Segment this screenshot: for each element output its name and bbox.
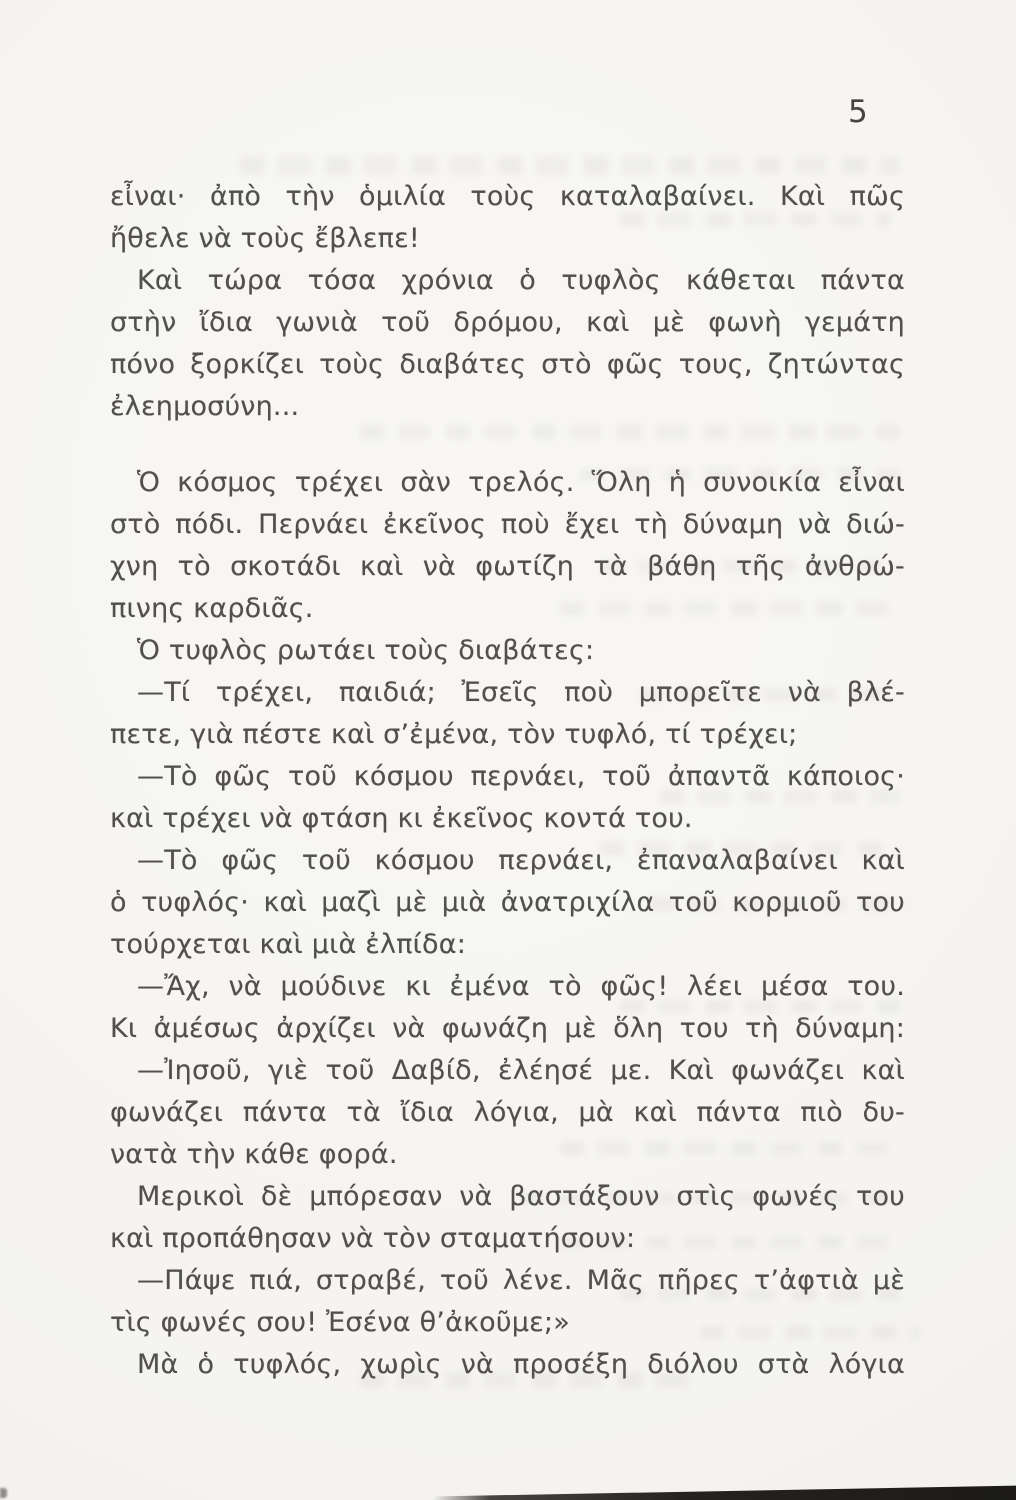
page-number: 5: [848, 94, 869, 130]
text-line: —Τί τρέχει, παιδιά; Ἐσεῖς ποὺ μπορεῖτε νὰ βλέ-: [137, 677, 905, 708]
text-line: —Πάψε πιά, στραβέ, τοῦ λένε. Μᾶς πῆρες τ’ἀφτιὰ μὲ: [137, 1265, 905, 1296]
text-line: στὴν ἴδια γωνιὰ τοῦ δρόμου, καὶ μὲ φωνὴ γεμάτη: [110, 307, 905, 338]
text-line: πόνο ξορκίζει τοὺς διαβάτες στὸ φῶς τους, ζητώντας: [110, 349, 905, 380]
text-line: ἐλεημοσύνη...: [110, 391, 300, 422]
text-line: ἤθελε νὰ τοὺς ἔβλεπε!: [110, 223, 420, 254]
scan-corner-speck: [0, 1488, 7, 1498]
text-line: τὶς φωνές σου! Ἐσένα θ’ἀκοῦμε;»: [110, 1307, 570, 1338]
body-text: [110, 176, 905, 1386]
bleedthrough-smudge: [240, 157, 900, 174]
text-line: —Ἰησοῦ, γιὲ τοῦ Δαβίδ, ἐλέησέ με. Καὶ φωνάζει καὶ: [137, 1055, 905, 1086]
text-line: —Τὸ φῶς τοῦ κόσμου περνάει, τοῦ ἀπαντᾶ κάποιος·: [137, 761, 905, 792]
text-line: —Τὸ φῶς τοῦ κόσμου περνάει, ἐπαναλαβαίνει καὶ: [137, 845, 905, 876]
text-line: καὶ τρέχει νὰ φτάση κι ἐκεῖνος κοντά του.: [110, 803, 693, 834]
text-line: πινης καρδιᾶς.: [110, 593, 314, 624]
text-line: στὸ πόδι. Περνάει ἐκεῖνος ποὺ ἔχει τὴ δύναμη νὰ διώ-: [110, 509, 905, 540]
text-line: πετε, γιὰ πέστε καὶ σ’ἐμένα, τὸν τυφλό, τί τρέχει;: [110, 719, 798, 750]
text-line: χνη τὸ σκοτάδι καὶ νὰ φωτίζη τὰ βάθη τῆς ἀνθρώ-: [110, 551, 905, 582]
text-line: ὁ τυφλός· καὶ μαζὶ μὲ μιὰ ἀνατριχίλα τοῦ κορμιοῦ του: [110, 887, 905, 918]
scan-edge-shadow: [432, 1484, 1016, 1500]
text-line: νατὰ τὴν κάθε φορά.: [110, 1139, 398, 1170]
text-line: καὶ προπάθησαν νὰ τὸν σταματήσουν:: [110, 1223, 636, 1254]
text-line: φωνάζει πάντα τὰ ἴδια λόγια, μὰ καὶ πάντα πιὸ δυ-: [110, 1097, 905, 1128]
text-line: εἶναι· ἀπὸ τὴν ὁμιλία τοὺς καταλαβαίνει. Καὶ πῶς: [110, 181, 905, 212]
text-line: Μερικοὶ δὲ μπόρεσαν νὰ βαστάξουν στὶς φωνές του: [137, 1181, 905, 1212]
text-line: Ὁ κόσμος τρέχει σὰν τρελός. Ὅλη ἡ συνοικία εἶναι: [137, 467, 905, 498]
text-line: —Ἄχ, νὰ μούδινε κι ἐμένα τὸ φῶς! λέει μέσα του.: [137, 971, 905, 1002]
text-line: Ὁ τυφλὸς ρωτάει τοὺς διαβάτες:: [137, 635, 595, 666]
text-line: Καὶ τώρα τόσα χρόνια ὁ τυφλὸς κάθεται πάντα: [137, 265, 905, 296]
text-line: τούρχεται καὶ μιὰ ἐλπίδα:: [110, 929, 466, 960]
text-line: Μὰ ὁ τυφλός, χωρὶς νὰ προσέξη διόλου στὰ λόγια: [137, 1349, 905, 1380]
text-line: Κι ἀμέσως ἀρχίζει νὰ φωνάζη μὲ ὅλη του τὴ δύναμη:: [110, 1013, 905, 1044]
